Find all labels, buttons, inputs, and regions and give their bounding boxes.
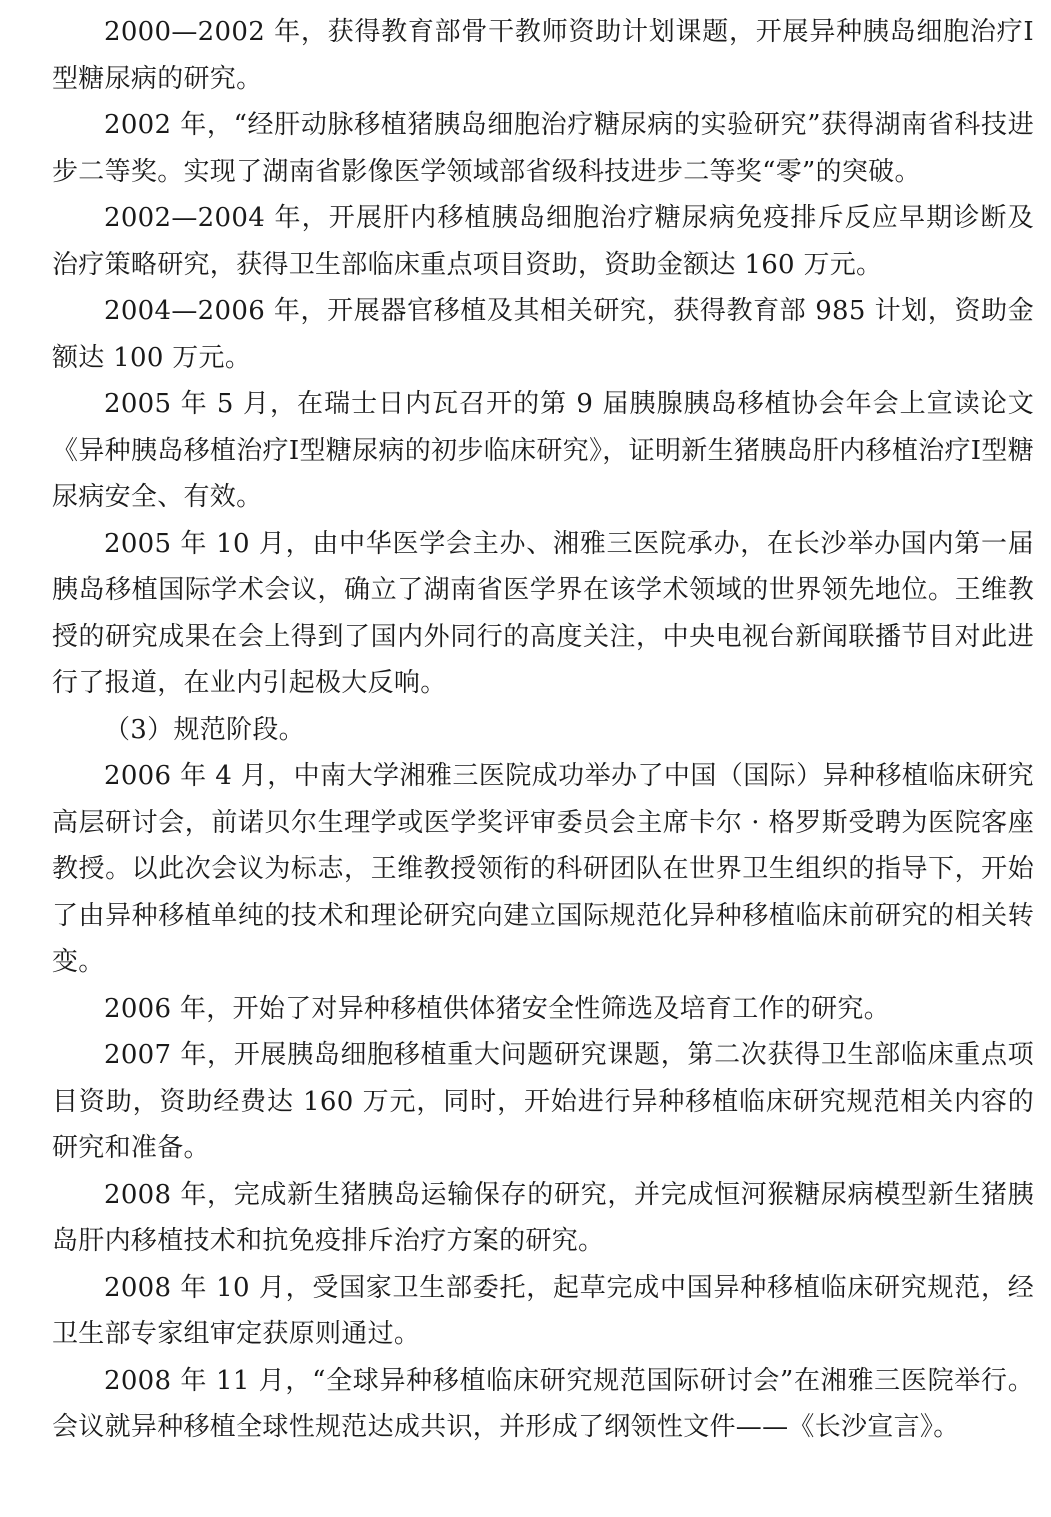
- paragraph-2002-2004: 2002—2004 年，开展肝内移植胰岛细胞治疗糖尿病免疫排斥反应早期诊断及治疗策略研究，获得卫生部临床重点项目资助，资助金额达 160 万元。: [52, 203, 1034, 280]
- paragraph-2008: 2008 年，完成新生猪胰岛运输保存的研究，并完成恒河猴糖尿病模型新生猪胰岛肝内移植技术和抗免疫排斥治疗方案的研究。: [52, 1179, 1034, 1256]
- paragraph-2006-april: 2006 年 4 月，中南大学湘雅三医院成功举办了中国（国际）异种移植临床研究高层研讨会，前诺贝尔生理学或医学奖评审委员会主席卡尔 · 格罗斯受聘为医院客座教授。以此次会议为标志，王维教授领衔的科研团队在世界卫生组织的指导下，开始了由异种移植单纯的技术和理论研究向建立国际规范化异种移植临床前研究的相关转变。: [52, 761, 1034, 977]
- paragraph-2002: 2002 年，“经肝动脉移植猪胰岛细胞治疗糖尿病的实验研究”获得湖南省科技进步二等奖。实现了湖南省影像医学领域部省级科技进步二等奖“零”的突破。: [52, 110, 1034, 187]
- paragraph-2006: 2006 年，开始了对异种移植供体猪安全性筛选及培育工作的研究。: [104, 993, 891, 1024]
- paragraph-2005-may: 2005 年 5 月，在瑞士日内瓦召开的第 9 届胰腺胰岛移植协会年会上宣读论文《异种胰岛移植治疗Ⅰ型糖尿病的初步临床研究》，证明新生猪胰岛肝内移植治疗Ⅰ型糖尿病安全、有效。: [52, 389, 1034, 512]
- paragraph-2008-october: 2008 年 10 月，受国家卫生部委托，起草完成中国异种移植临床研究规范，经卫生部专家组审定获原则通过。: [52, 1272, 1034, 1349]
- paragraph-2000-2002: 2000—2002 年，获得教育部骨干教师资助计划课题，开展异种胰岛细胞治疗Ⅰ型糖尿病的研究。: [52, 17, 1034, 94]
- document-page: [52, 9, 1034, 1451]
- paragraph-2008-november: 2008 年 11 月，“全球异种移植临床研究规范国际研讨会”在湘雅三医院举行。会议就异种移植全球性规范达成共识，并形成了纲领性文件——《长沙宣言》。: [52, 1365, 1034, 1442]
- paragraph-2004-2006: 2004—2006 年，开展器官移植及其相关研究，获得教育部 985 计划，资助金额达 100 万元。: [52, 296, 1034, 373]
- paragraph-2005-october: 2005 年 10 月，由中华医学会主办、湘雅三医院承办，在长沙举办国内第一届胰岛移植国际学术会议，确立了湖南省医学界在该学术领域的世界领先地位。王维教授的研究成果在会上得到了国内外同行的高度关注，中央电视台新闻联播节目对此进行了报道，在业内引起极大反响。: [52, 528, 1034, 698]
- section-heading-standardization-stage: （3）规范阶段。: [104, 714, 305, 745]
- paragraph-2007: 2007 年，开展胰岛细胞移植重大问题研究课题，第二次获得卫生部临床重点项目资助，资助经费达 160 万元，同时，开始进行异种移植临床研究规范相关内容的研究和准备。: [52, 1040, 1034, 1163]
